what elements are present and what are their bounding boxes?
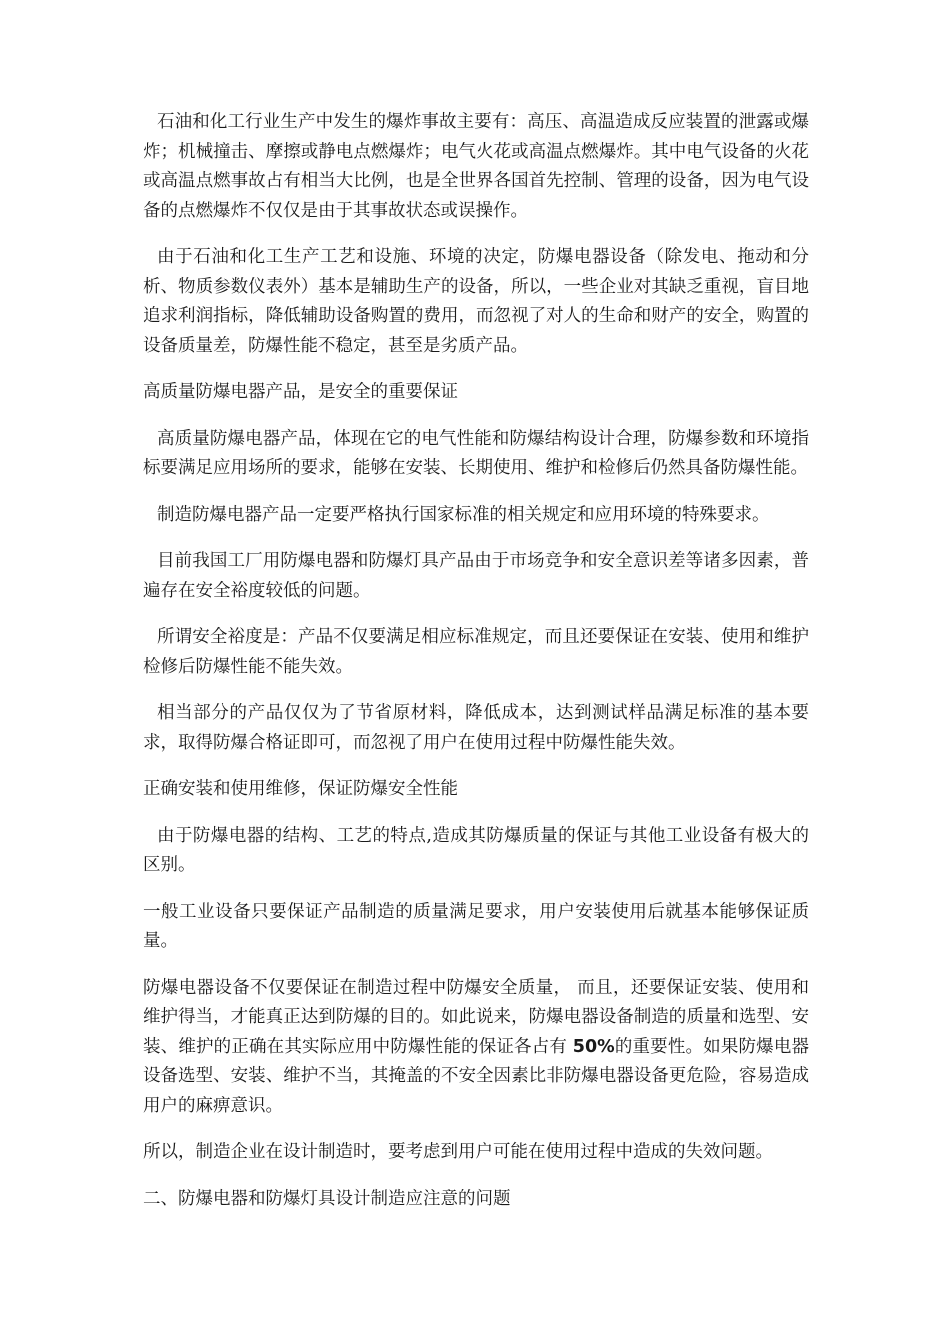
document-page bbox=[143, 108, 809, 1231]
paragraph-safety-margin-definition: 所谓安全裕度是：产品不仅要满足相应标准规定，而且还要保证在安装、使用和维护检修后防爆性能不能失效。 bbox=[143, 627, 809, 677]
paragraph-general-equipment: 一般工业设备只要保证产品制造的质量满足要求，用户安装使用后就基本能够保证质量。 bbox=[143, 901, 809, 951]
paragraph-installation-maintenance: 防爆电器设备不仅要保证在制造过程中防爆安全质量， 而且，还要保证安装、使用和维护得当，才能真正达到防爆的目的。如此说来，防爆电器设备制造的质量和选型、安装、维护的正确在其实际应用中防爆性能的保证各占有 50%的重要性。如果防爆电器设备选型、安装、维护不当，其掩盖的不安全因素比非防爆电器设备更危险，容易造成用户的麻痹意识。 bbox=[143, 977, 810, 1116]
percentage-text: 50% bbox=[572, 1036, 615, 1057]
paragraph-auxiliary-equipment: 由于石油和化工生产工艺和设施、环境的决定，防爆电器设备（除发电、拖动和分析、物质参数仪表外）基本是辅助生产的设备，所以，一些企业对其缺乏重视，盲目地追求利润指标，降低辅助设备购置的费用，而忽视了对人的生命和财产的安全，购置的设备质量差，防爆性能不稳定，甚至是劣质产品。 bbox=[143, 247, 809, 356]
section-heading-quality: 高质量防爆电器产品，是安全的重要保证 bbox=[143, 382, 458, 402]
paragraph-design-consideration: 所以，制造企业在设计制造时，要考虑到用户可能在使用过程中造成的失效问题。 bbox=[143, 1142, 773, 1162]
paragraph-quality-products: 高质量防爆电器产品，体现在它的电气性能和防爆结构设计合理，防爆参数和环境指标要满足应用场所的要求，能够在安装、长期使用、维护和检修后仍然具备防爆性能。 bbox=[143, 428, 809, 478]
section-heading-design-issues: 二、防爆电器和防爆灯具设计制造应注意的问题 bbox=[143, 1188, 511, 1209]
paragraph-safety-margin-issue: 目前我国工厂用防爆电器和防爆灯具产品由于市场竞争和安全意识差等诸多因素，普遍存在安全裕度较低的问题。 bbox=[143, 551, 809, 601]
section-heading-installation: 正确安装和使用维修，保证防爆安全性能 bbox=[143, 779, 458, 799]
paragraph-explosion-accidents: 石油和化工行业生产中发生的爆炸事故主要有：高压、高温造成反应装置的泄露或爆炸；机械撞击、摩擦或静电点燃爆炸；电气火花或高温点燃爆炸。其中电气设备的火花或高温点燃事故占有相当大比例，也是全世界各国首先控制、管理的设备，因为电气设备的点燃爆炸不仅仅是由于其事故状态或误操作。 bbox=[143, 112, 809, 221]
paragraph-cost-cutting: 相当部分的产品仅仅为了节省原材料，降低成本，达到测试样品满足标准的基本要求，取得防爆合格证即可，而忽视了用户在使用过程中防爆性能失效。 bbox=[143, 703, 809, 753]
paragraph-structure-difference: 由于防爆电器的结构、工艺的特点,造成其防爆质量的保证与其他工业设备有极大的区别。 bbox=[143, 825, 809, 875]
paragraph-national-standards: 制造防爆电器产品一定要严格执行国家标准的相关规定和应用环境的特殊要求。 bbox=[157, 504, 770, 525]
